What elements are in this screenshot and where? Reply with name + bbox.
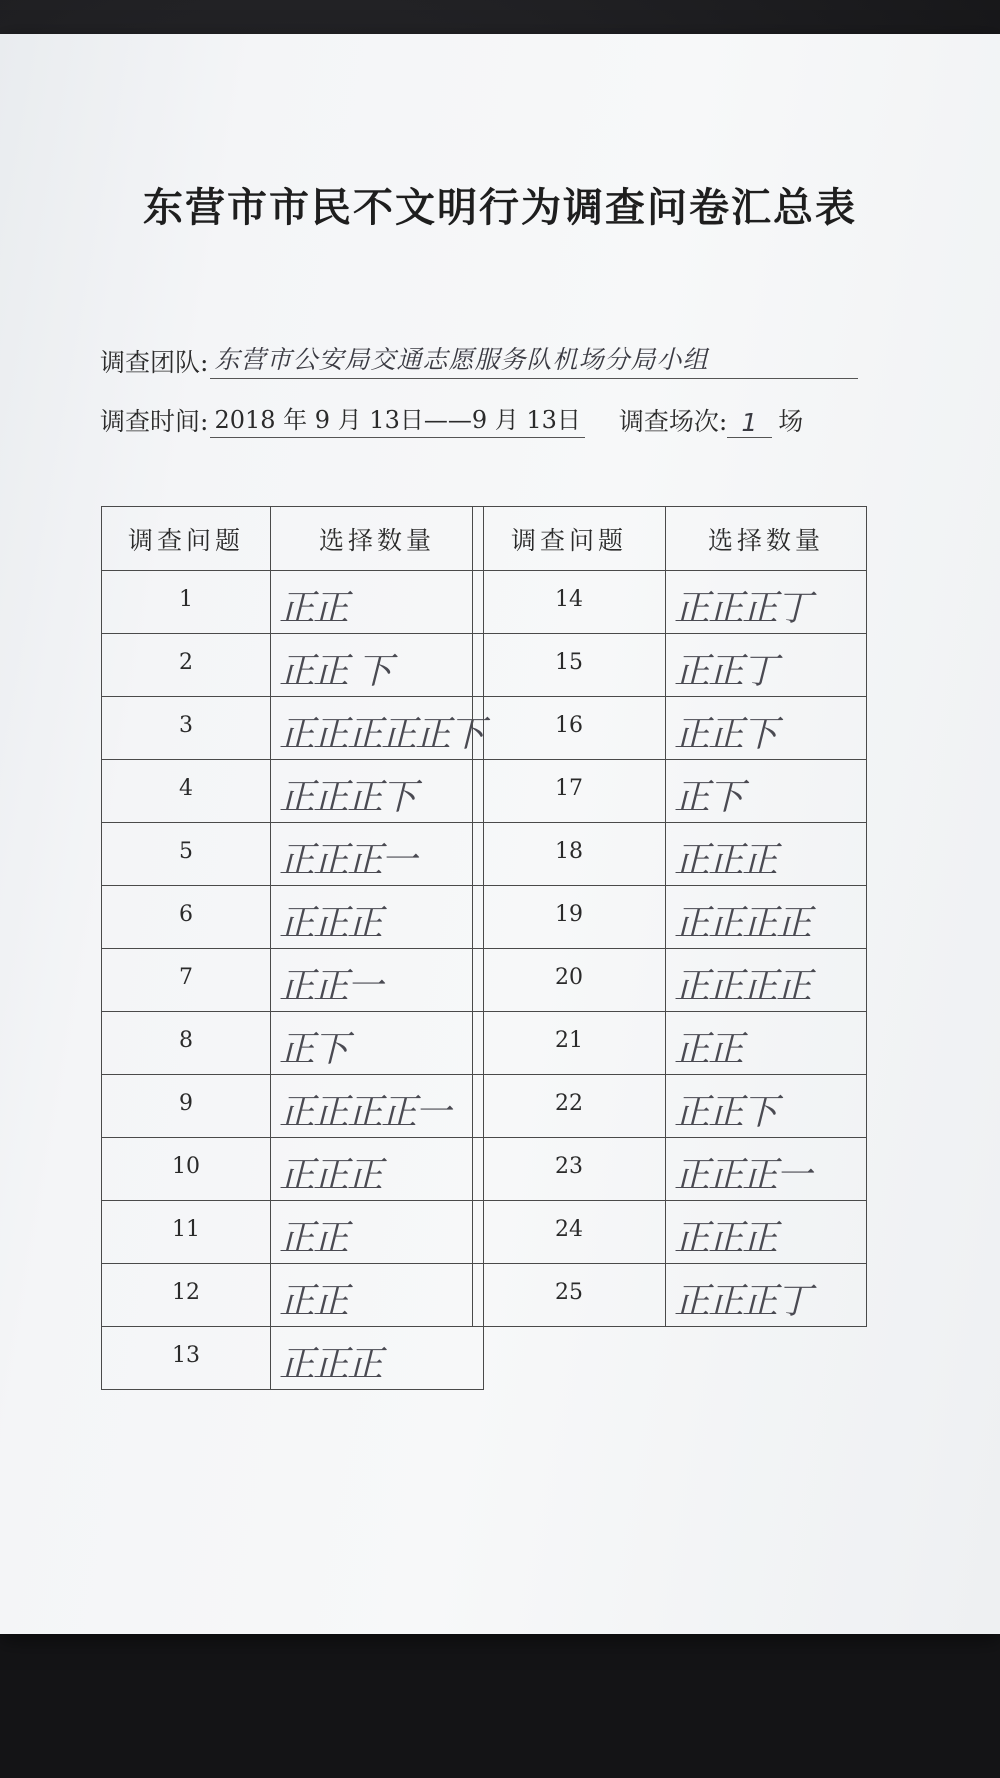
question-number: 8 [102, 1012, 271, 1075]
tally-count: 正正正 [666, 1201, 867, 1264]
sessions-label: 调查场次: [618, 407, 728, 436]
question-number: 13 [102, 1327, 271, 1390]
table-row [473, 1264, 867, 1327]
tally-count: 正正正一 [271, 823, 484, 886]
tally-count: 正正正正 [666, 949, 867, 1012]
tally-count: 正正正正 [666, 886, 867, 949]
question-number: 5 [102, 823, 271, 886]
tally-count: 正正正正正下 [271, 697, 484, 760]
question-number: 23 [473, 1138, 666, 1201]
question-number: 10 [102, 1138, 271, 1201]
question-number: 7 [102, 949, 271, 1012]
question-number: 17 [473, 760, 666, 823]
time-label: 调查时间: [100, 407, 209, 436]
table-row [473, 886, 867, 949]
tally-count: 正正丁 [666, 634, 867, 697]
question-number: 9 [102, 1075, 271, 1138]
table-row [473, 1138, 867, 1201]
sessions-value: 1 [727, 408, 772, 438]
table-row [102, 823, 484, 886]
tally-count: 正正正丁 [666, 571, 867, 634]
tally-count: 正正正 [271, 886, 484, 949]
table-row [102, 1327, 484, 1390]
header-count: 选择数量 [666, 507, 867, 571]
table-row [102, 571, 484, 634]
survey-sheet [0, 34, 1000, 1634]
left-table [101, 506, 484, 1390]
tally-count: 正正 [271, 1201, 484, 1264]
table-row [473, 1201, 867, 1264]
question-number: 12 [102, 1264, 271, 1327]
table-row [473, 697, 867, 760]
table-row [102, 634, 484, 697]
table-row [102, 1075, 484, 1138]
table-row [102, 1012, 484, 1075]
table-row [473, 634, 867, 697]
header-question: 调查问题 [102, 507, 271, 571]
question-number: 20 [473, 949, 666, 1012]
header-count: 选择数量 [271, 507, 484, 571]
question-number: 11 [102, 1201, 271, 1264]
tally-count: 正正 [271, 1264, 484, 1327]
question-number: 1 [102, 571, 271, 634]
table-row [473, 760, 867, 823]
question-number: 2 [102, 634, 271, 697]
table-row [473, 1012, 867, 1075]
question-number: 21 [473, 1012, 666, 1075]
question-number: 15 [473, 634, 666, 697]
tally-count: 正正 [666, 1012, 867, 1075]
table-row [473, 1075, 867, 1138]
tally-count: 正下 [666, 760, 867, 823]
question-number: 14 [473, 571, 666, 634]
team-value: 东营市公安局交通志愿服务队机场分局小组 [210, 340, 858, 379]
tally-count: 正正正 [666, 823, 867, 886]
tally-count: 正正正 [271, 1138, 484, 1201]
question-number: 6 [102, 886, 271, 949]
question-number: 3 [102, 697, 271, 760]
tally-count: 正正下 [666, 1075, 867, 1138]
table-row [473, 571, 867, 634]
time-line [100, 400, 803, 438]
tally-count: 正正正下 [271, 760, 484, 823]
question-number: 25 [473, 1264, 666, 1327]
table-row [102, 697, 484, 760]
question-number: 24 [473, 1201, 666, 1264]
tally-count: 正正下 [666, 697, 867, 760]
question-number: 22 [473, 1075, 666, 1138]
table-row [102, 1201, 484, 1264]
table-row [102, 1138, 484, 1201]
table-row [102, 1264, 484, 1327]
tally-count: 正正正 [271, 1327, 484, 1390]
tally-count: 正下 [271, 1012, 484, 1075]
right-table [472, 506, 867, 1327]
question-number: 19 [473, 886, 666, 949]
table-row [102, 949, 484, 1012]
tally-count: 正正正一 [666, 1138, 867, 1201]
table-row [102, 886, 484, 949]
tally-count: 正正正正一 [271, 1075, 484, 1138]
tally-count: 正正 下 [271, 634, 484, 697]
team-label: 调查团队: [100, 348, 209, 377]
time-value: 2018 年 9 月 13日——9 月 13日 [210, 400, 584, 438]
question-number: 4 [102, 760, 271, 823]
team-line [100, 340, 858, 379]
tally-count: 正正 [271, 571, 484, 634]
table-row [473, 949, 867, 1012]
document-title: 东营市市民不文明行为调查问卷汇总表 [143, 184, 857, 231]
header-question: 调查问题 [473, 507, 666, 571]
sessions-unit: 场 [778, 407, 804, 436]
table-row [473, 823, 867, 886]
tally-count: 正正一 [271, 949, 484, 1012]
table-row [102, 760, 484, 823]
question-number: 18 [473, 823, 666, 886]
tally-count: 正正正丁 [666, 1264, 867, 1327]
question-number: 16 [473, 697, 666, 760]
